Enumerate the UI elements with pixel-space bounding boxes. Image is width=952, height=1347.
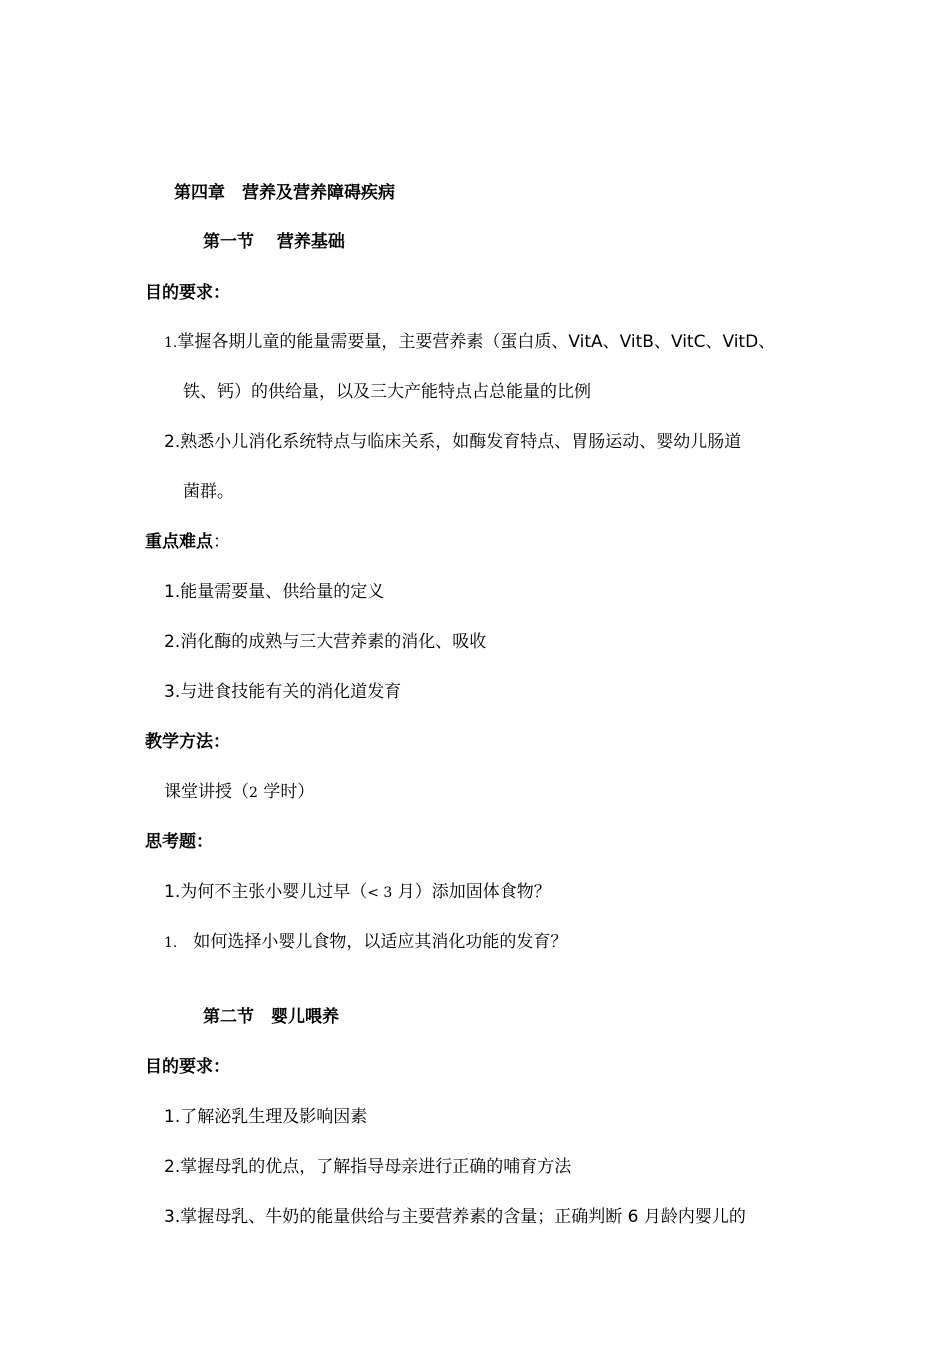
teaching-hours: 2	[249, 785, 258, 801]
section-1-objective-1	[164, 330, 775, 355]
questions-heading: 思考题：	[145, 832, 213, 852]
question-2-number: 1.	[164, 935, 178, 951]
teaching-text-before: 课堂讲授（	[164, 782, 249, 802]
section-2-title: 第二节 婴儿喂养	[203, 1007, 339, 1027]
key-points-heading: 重点难点	[145, 532, 213, 552]
question-2-text: 如何选择小婴儿食物，以适应其消化功能的发育？	[193, 932, 568, 952]
section-2-objectives-heading: 目的要求：	[145, 1057, 230, 1077]
question-1-before: 1.为何不主张小婴儿过早（	[164, 882, 368, 902]
key-point-2: 2.消化酶的成熟与三大营养素的消化、吸收	[164, 632, 487, 652]
question-1-after: 月）添加固体食物？	[392, 882, 551, 902]
section-1-objective-1-cont: 铁、钙）的供给量，以及三大产能特点占总能量的比例	[183, 382, 591, 402]
section-1-title: 第一节 营养基础	[203, 232, 345, 252]
question-2	[164, 930, 567, 955]
section-2-objective-2: 2.掌握母乳的优点，了解指导母亲进行正确的哺育方法	[164, 1157, 572, 1177]
objective-1-text: 掌握各期儿童的能量需要量，主要营养素（蛋白质、VitA、VitB、VitC、VitD、	[177, 332, 776, 352]
teaching-heading: 教学方法：	[145, 732, 230, 752]
key-point-3: 3.与进食技能有关的消化道发育	[164, 682, 402, 702]
chapter-title: 第四章 营养及营养障碍疾病	[174, 183, 395, 203]
section-1-objective-2-cont: 菌群。	[183, 482, 234, 502]
objective-1-number: 1.	[164, 335, 178, 351]
section-2-objective-1: 1.了解泌乳生理及影响因素	[164, 1107, 368, 1127]
section-1-objective-2: 2.熟悉小儿消化系统特点与临床关系，如酶发育特点、胃肠运动、婴幼儿肠道	[164, 432, 742, 452]
key-points-heading-row	[145, 530, 230, 554]
teaching-method	[164, 780, 314, 805]
key-points-colon: ：	[213, 532, 230, 552]
question-1-mid: < 3	[367, 885, 393, 901]
key-point-1: 1.能量需要量、供给量的定义	[164, 582, 385, 602]
section-2-objective-3: 3.掌握母乳、牛奶的能量供给与主要营养素的含量；正确判断 6 月龄内婴儿的	[164, 1207, 746, 1227]
teaching-text-after: 学时）	[257, 782, 315, 802]
question-1	[164, 880, 551, 905]
section-1-objectives-heading: 目的要求：	[145, 283, 230, 303]
